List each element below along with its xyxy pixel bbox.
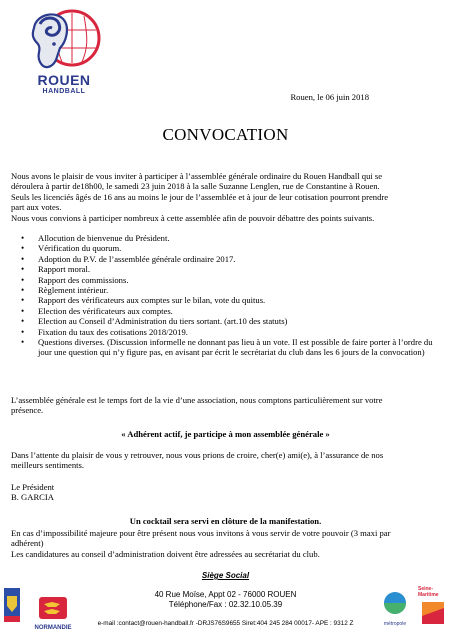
footer-phone: Téléphone/Fax : 02.32.10.05.39 — [168, 600, 283, 609]
notes-paragraph — [11, 528, 441, 559]
signature-block — [11, 482, 441, 503]
agenda-item: • Questions diverses. (Discussion informelle ne donnant pas lieu à un vote. Il est possible de faire porter à l’ordre du jour une question qui n’y figure pas, en avisant par écrit le secrétariat du club dans les 6 jours de la convocation) — [18, 337, 438, 358]
club-logo — [12, 8, 116, 102]
intro-line: Nous avons le plaisir de vous inviter à participer à l’assemblée générale ordinaire du Rouen Handball qui se — [11, 171, 383, 181]
agenda-item: • Fixation du taux des cotisations 2018/2019. — [18, 327, 438, 337]
partner-crest-icon — [2, 586, 22, 626]
agenda-list — [18, 233, 438, 358]
agenda-item: • Allocution de bienvenue du Président. — [18, 233, 438, 243]
partner-normandie-logo — [30, 596, 76, 630]
agenda-item: • Vérification du quorum. — [18, 243, 438, 253]
normandie-lions-icon — [30, 596, 76, 620]
intro-line: déroulera à partir de18h00, le samedi 23 juin 2018 à la salle Suzanne Lenglen, rue de Constantine à Rouen. — [11, 181, 380, 192]
intro-line: Nous vous convions à participer nombreux à cette assemblée afin de pouvoir débattre des points suivants. — [11, 212, 375, 223]
agenda-item: • Règlement intérieur. — [18, 285, 438, 295]
agenda-item: • Election des vérificateurs aux comptes. — [18, 306, 438, 316]
notes-line: Les candidatures au conseil d’administration doivent être adressées au secrétariat du club. — [11, 548, 320, 559]
notes-line: adhérent) — [11, 538, 44, 549]
seine-maritime-mark-icon — [418, 598, 448, 628]
farewell-paragraph — [11, 450, 441, 471]
intro-line: part aux votes. — [11, 202, 62, 213]
normandie-label: NORMANDIE — [34, 625, 72, 631]
intro-line: Seuls les licenciés âgés de 16 ans au moins le jour de l’assemblée et à jour de leur cotisation pourront prendre — [11, 191, 389, 202]
logo-club-name: ROUEN — [37, 72, 91, 88]
footer-contact: e-mail :contact@rouen-handball.fr -DRJS76S9655 Siret:404 245 284 00017- APE : 9312 Z — [97, 620, 354, 627]
ram-handball-logo-icon — [26, 8, 102, 74]
document-title: CONVOCATION — [162, 125, 289, 144]
logo-club-subtitle: HANDBALL — [42, 88, 86, 95]
partner-seine-maritime-logo — [418, 586, 448, 628]
closing-line: L’assemblée générale est le temps fort de la vie d’une association, nous comptons particulièrement sur votre — [11, 395, 383, 405]
signature-name: B. GARCIA — [11, 492, 54, 503]
footer-address: 40 Rue Moïse, Appt 02 - 76000 ROUEN — [154, 590, 297, 599]
metropole-circle-icon — [376, 590, 414, 616]
farewell-line: Dans l’attente du plaisir de vous y retrouver, nous vous prions de croire, cher(e) ami(e), à l’assurance de nos — [11, 450, 384, 460]
slogan: « Adhérent actif, je participe à mon assemblée générale » — [121, 429, 330, 439]
document-date: Rouen, le 06 juin 2018 — [290, 92, 369, 102]
farewell-line: meilleurs sentiments. — [11, 460, 85, 471]
metropole-label: métropole — [383, 621, 407, 627]
agenda-item: • Election au Conseil d’Administration du tiers sortant. (art.10 des statuts) — [18, 316, 438, 326]
closing-paragraph — [11, 395, 441, 416]
signature-role: Le Président — [11, 482, 55, 492]
closing-line: présence. — [11, 405, 44, 416]
agenda-item: • Rapport des vérificateurs aux comptes sur le bilan, vote du quitus. — [18, 295, 438, 305]
footer-heading: Siège Social — [201, 571, 250, 580]
intro-paragraph — [11, 171, 441, 223]
seine-maritime-label: Seine-Maritime — [418, 586, 439, 598]
agenda-item: • Rapport moral. — [18, 264, 438, 274]
notes-line: En cas d’impossibilité majeure pour être présent nous vous invitons à vous servir de votre pouvoir (3 maxi par — [11, 528, 391, 538]
agenda-item: • Adoption du P.V. de l’assemblée générale ordinaire 2017. — [18, 254, 438, 264]
cocktail-notice: Un cocktail sera servi en clôture de la manifestation. — [129, 516, 322, 526]
partner-metropole-logo — [376, 590, 414, 630]
agenda-item: • Rapport des commissions. — [18, 275, 438, 285]
